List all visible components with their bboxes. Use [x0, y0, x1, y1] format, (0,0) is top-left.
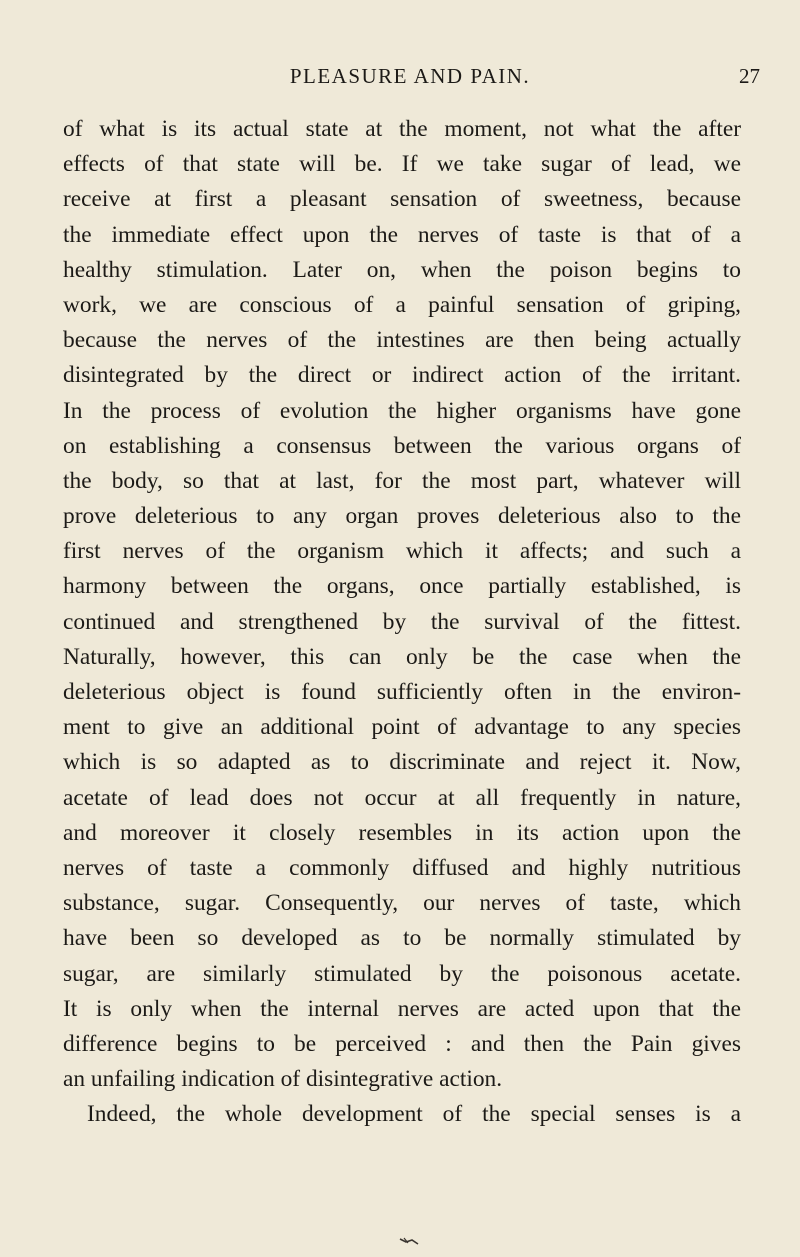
text-line: have been so developed as to be normally stimulated by [63, 925, 741, 952]
text-line: prove deleterious to any organ proves deleterious also to the [63, 503, 741, 530]
text-line: Naturally, however, this can only be the case when the [63, 643, 741, 670]
text-line: difference begins to be perceived : and then the Pain gives [63, 1030, 741, 1057]
text-line: It is only when the internal nerves are acted upon that the [63, 995, 741, 1022]
text-line: harmony between the organs, once partially established, is [63, 573, 741, 600]
text-line: and moreover it closely resembles in its action upon the [63, 819, 741, 846]
text-line: sugar, are similarly stimulated by the poisonous acetate. [63, 960, 741, 987]
text-line: disintegrated by the direct or indirect action of the irritant. [63, 362, 741, 389]
text-line: ment to give an additional point of advantage to any species [63, 714, 741, 741]
text-line: acetate of lead does not occur at all frequently in nature, [63, 784, 741, 811]
text-line: the immediate effect upon the nerves of taste is that of a [63, 221, 741, 248]
text-line: continued and strengthened by the survival of the fittest. [63, 608, 741, 635]
page-number: 27 [739, 64, 760, 88]
text-line: because the nerves of the intestines are then being actually [63, 327, 741, 354]
ink-mark-icon [398, 1236, 420, 1246]
body-text [63, 112, 741, 1132]
page-header [60, 60, 760, 92]
text-line: on establishing a consensus between the various organs of [63, 432, 741, 459]
text-line: an unfailing indication of disintegrative action. [63, 1066, 503, 1093]
text-line: first nerves of the organism which it affects; and such a [63, 538, 741, 565]
text-line: Indeed, the whole development of the special senses is a [87, 1101, 741, 1128]
running-head: PLEASURE AND PAIN. [289, 64, 531, 88]
text-line: work, we are conscious of a painful sensation of griping, [63, 291, 741, 318]
text-line: the body, so that at last, for the most part, whatever will [63, 467, 741, 494]
text-line: deleterious object is found sufficiently often in the environ- [63, 679, 741, 705]
text-line: In the process of evolution the higher organisms have gone [63, 397, 741, 424]
text-line: substance, sugar. Consequently, our nerves of taste, which [63, 890, 741, 917]
text-line: healthy stimulation. Later on, when the poison begins to [63, 256, 741, 283]
text-line: nerves of taste a commonly diffused and highly nutritious [63, 854, 741, 881]
text-line: receive at first a pleasant sensation of sweetness, because [63, 186, 741, 213]
text-line: of what is its actual state at the moment, not what the after [63, 116, 741, 142]
text-line: effects of that state will be. If we take sugar of lead, we [63, 151, 741, 178]
text-line: which is so adapted as to discriminate and reject it. Now, [63, 749, 741, 776]
